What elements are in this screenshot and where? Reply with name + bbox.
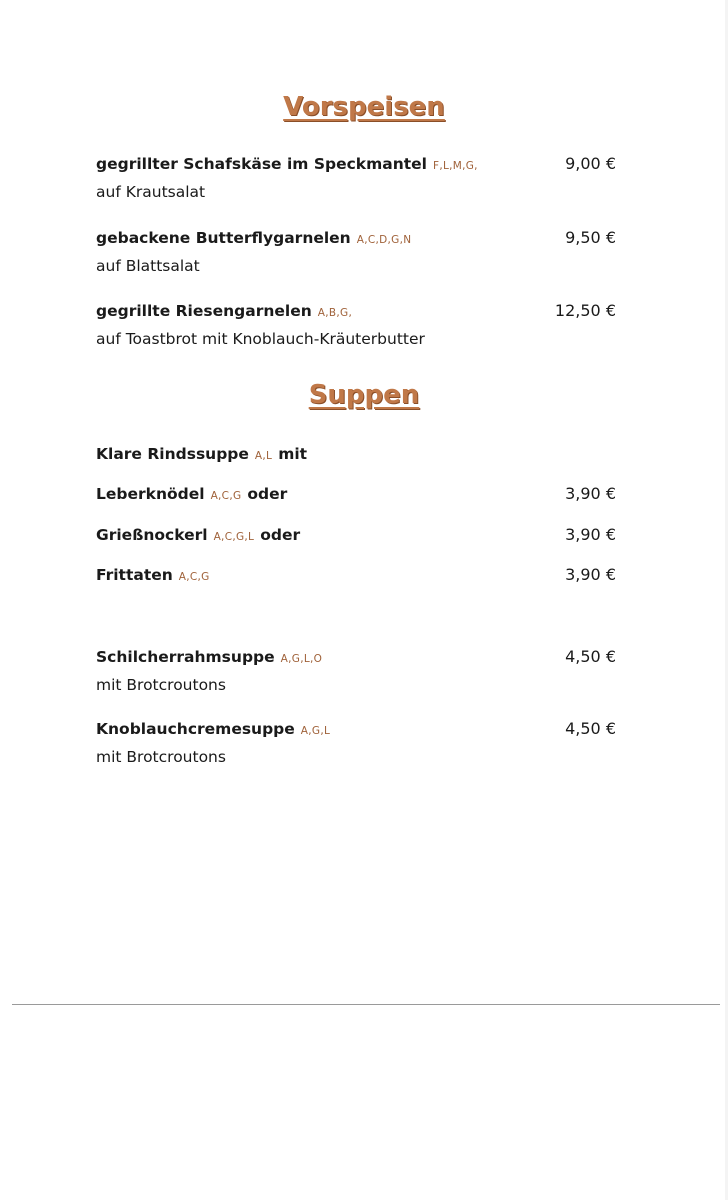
item-name: Schilcherrahmsuppe — [96, 648, 275, 666]
item-connector: oder — [247, 485, 288, 503]
item-name: gegrillter Schafskäse im Speckmantel — [96, 155, 427, 173]
allergen-codes: A,C,G,L — [213, 531, 255, 543]
item-price: 12,50 € — [554, 301, 616, 320]
menu-item — [96, 719, 626, 767]
menu-item — [96, 525, 626, 547]
item-description: mit Brotcroutons — [96, 676, 226, 694]
item-name: gebackene Butterflygarnelen — [96, 229, 351, 247]
allergen-codes: A,B,G, — [317, 307, 353, 319]
menu-item — [96, 301, 626, 349]
menu-item — [96, 154, 626, 202]
item-name: gegrillte Riesengarnelen — [96, 302, 312, 320]
menu-item — [96, 647, 626, 695]
page-divider — [12, 1004, 720, 1005]
item-price: 4,50 € — [565, 647, 616, 666]
item-connector: oder — [260, 526, 301, 544]
section-title-vorspeisen: Vorspeisen — [283, 92, 445, 122]
item-name: Klare Rindssuppe — [96, 445, 249, 463]
item-name: Grießnockerl — [96, 526, 208, 544]
menu-item — [96, 228, 626, 276]
menu-item — [96, 444, 626, 466]
allergen-codes: A,G,L,O — [280, 653, 323, 665]
item-description: auf Krautsalat — [96, 183, 206, 201]
allergen-codes: F,L,M,G, — [432, 160, 478, 172]
item-description: mit Brotcroutons — [96, 748, 226, 766]
menu-item — [96, 565, 626, 587]
allergen-codes: A,C,G — [178, 571, 210, 583]
item-price: 3,90 € — [565, 565, 616, 584]
allergen-codes: A,C,D,G,N — [356, 234, 412, 246]
item-price: 4,50 € — [565, 719, 616, 738]
item-name: Leberknödel — [96, 485, 205, 503]
allergen-codes: A,L — [254, 450, 273, 462]
menu-item — [96, 484, 626, 506]
item-price: 9,50 € — [565, 228, 616, 247]
item-connector: mit — [278, 445, 308, 463]
item-description: auf Toastbrot mit Knoblauch-Kräuterbutter — [96, 330, 425, 348]
item-price: 9,00 € — [565, 154, 616, 173]
allergen-codes: A,G,L — [300, 725, 331, 737]
item-price: 3,90 € — [565, 525, 616, 544]
item-description: auf Blattsalat — [96, 257, 200, 275]
item-name: Frittaten — [96, 566, 173, 584]
item-name: Knoblauchcremesuppe — [96, 720, 295, 738]
section-title-suppen: Suppen — [308, 380, 420, 410]
allergen-codes: A,C,G — [210, 490, 242, 502]
item-price: 3,90 € — [565, 484, 616, 503]
